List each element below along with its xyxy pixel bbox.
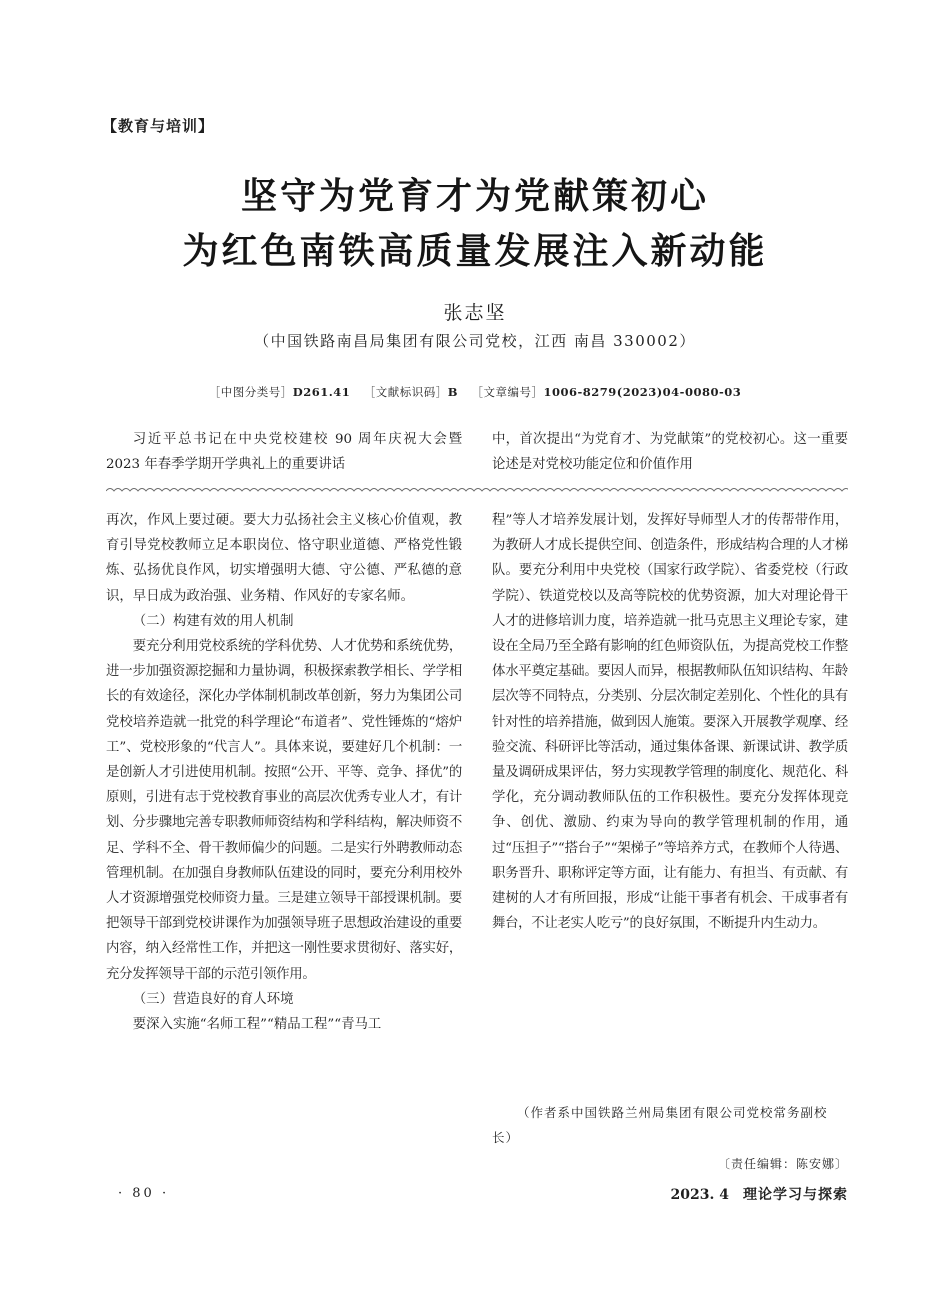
clc-value: D261.41 — [292, 385, 351, 399]
wavy-divider — [106, 484, 848, 498]
author-affiliation: （中国铁路南昌局集团有限公司党校，江西 南昌 330002） — [254, 332, 696, 350]
paragraph: 习近平总书记在中央党校建校 90 周年庆祝大会暨 2023 年春季学期开学典礼上的重要讲话 — [106, 432, 462, 473]
article-no-value: 1006-8279(2023)04-0080-03 — [543, 385, 742, 399]
journal-issue: 2023. 4 — [670, 1187, 729, 1203]
paragraph: 程”等人才培养发展计划，发挥好导师型人才的传帮带作用，为教研人才成长提供空间、创造条件，形成结构合理的人才梯队。要充分利用中央党校（国家行政学院）、省委党校（行政学院）、铁道党校以及高等院校的优势资源，加大对理论骨干人才的进修培训力度，培养造就一批马克思主义理论专家，建设在全局乃至全路有影响的红色师资队伍，为提高党校工作整体水平奠定基础。要因人而异，根据教师队伍知识结构、年龄层次等不同特点，分类别、分层次制定差别化、个性化的具有针对性的培养措施，做到因人施策。要深入开展教学观摩、经验交流、科研评比等活动，通过集体备课、新课试讲、教学质量及调研成果评估，努力实现教学管理的制度化、规范化、科学化，充分调动教师队伍的工作积极性。要充分发挥体现竞争、创优、激励、约束为导向的教学管理机制的作用，通过“压担子”“搭台子”“架梯子”等培养方式，在教师个人待遇、职务晋升、职称评定等方面，让有能力、有担当、有贡献、有建树的人才有所回报，形成“让能干事者有机会、干成事者有舞台，不让老实人吃亏”的良好氛围，不断提升内生动力。 — [492, 513, 848, 932]
author-name: 张志坚 — [443, 302, 507, 324]
paragraph: 要充分利用党校系统的学科优势、人才优势和系统优势，进一步加强资源挖掘和力量协调，积极探索教学相长、学学相长的有效途径，深化办学体制机制改革创新，努力为集团公司党校培养造就一批党的科学理论“布道者”、党性锤炼的“熔炉工”、党校形象的“代言人”。具体来说，要建好几个机制：一是创新人才引进使用机制。按照“公开、平等、竞争、择优”的原则，引进有志于党校教育事业的高层次优秀专业人才，有计划、分步骤地完善专职教师师资结构和学科结构，解决师资不足、学科不全、骨干教师偏少的问题。二是实行外聘教师动态管理机制。在加强自身教师队伍建设的同时，要充分利用校外人才资源增强党校师资力量。三是建立领导干部授课机制。要把领导干部到党校讲课作为加强领导班子思想政治建设的重要内容，纳入经常性工作，并把这一刚性要求贯彻好、落实好，充分发挥领导干部的示范引领作用。 — [106, 639, 462, 982]
body-column-right — [492, 508, 848, 936]
section-tag: 【教育与培训】 — [102, 117, 215, 135]
article-title-line-1: 坚守为党育才为党献策初心 — [240, 176, 709, 217]
responsible-editor: 〔责任编辑：陈安娜〕 — [717, 1157, 848, 1171]
paragraph: 要深入实施“名师工程”“精品工程”“青马工 — [132, 1017, 382, 1033]
body-column-left — [106, 508, 462, 1037]
clc-label: ［中图分类号］ — [208, 385, 293, 399]
doc-code-label: ［文献标识码］ — [363, 385, 448, 399]
intro-column-left — [106, 427, 462, 477]
article-metadata — [0, 384, 950, 400]
journal-name: 理论学习与探索 — [743, 1187, 848, 1203]
intro-column-right — [492, 427, 848, 477]
paragraph: 中，首次提出“为党育才、为党献策”的党校初心。这一重要论述是对党校功能定位和价值作用 — [492, 432, 848, 473]
author-note: （作者系中国铁路兰州局集团有限公司党校常务副校长） — [492, 1105, 828, 1145]
article-no-label: ［文章编号］ — [471, 385, 544, 399]
article-title-line-2: 为红色南铁高质量发展注入新动能 — [182, 231, 768, 272]
paragraph: 再次，作风上要过硬。要大力弘扬社会主义核心价值观，教育引导党校教师立足本职岗位、恪守职业道德、严格党性锻炼、弘扬优良作风，切实增强明大德、守公德、严私德的意识，早日成为政治强、业务精、作风好的专家名师。 — [106, 513, 462, 604]
doc-code-value: B — [447, 385, 458, 399]
subheading: （二）构建有效的用人机制 — [132, 613, 294, 629]
subheading: （三）营造良好的育人环境 — [132, 991, 294, 1007]
page-number: · 80 · — [118, 1186, 170, 1201]
journal-footer — [600, 1184, 848, 1204]
